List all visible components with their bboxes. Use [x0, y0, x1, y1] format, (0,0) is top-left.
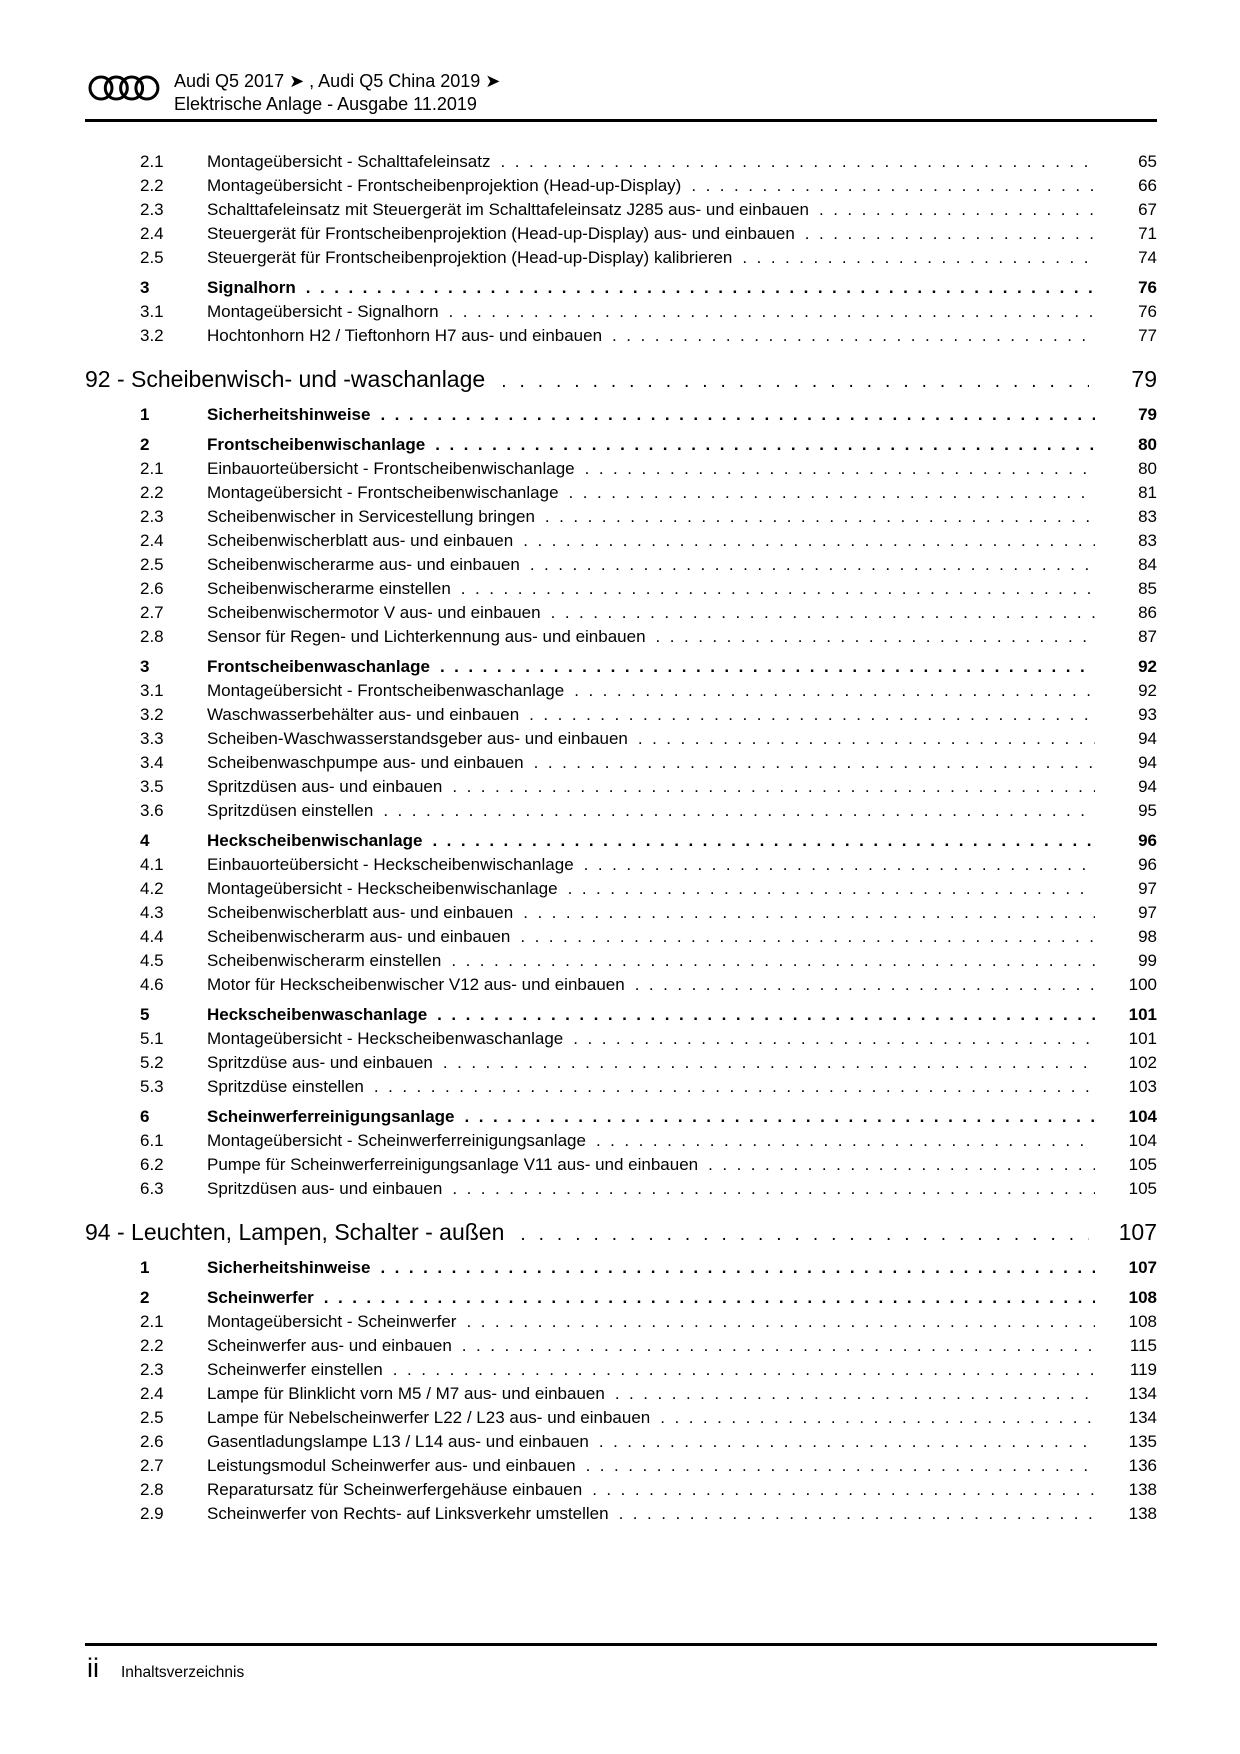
- toc-entry-number: 4.6: [140, 975, 164, 994]
- dot-leader: [422, 829, 1095, 853]
- toc-entry-row: [85, 1027, 1157, 1051]
- toc-entry-row: [85, 973, 1157, 997]
- toc-entry-title: Waschwasserbehälter aus- und einbauen: [207, 705, 520, 724]
- toc-entry-page: 83: [1138, 531, 1157, 550]
- toc-entry-number: 3: [140, 278, 150, 297]
- dot-leader: [582, 1478, 1095, 1502]
- dot-leader: [520, 553, 1095, 577]
- toc-entry-title: Scheibenwischer in Servicestellung bringen: [207, 507, 535, 526]
- dot-leader: [589, 1430, 1095, 1454]
- toc-entry-number: 2.5: [140, 1408, 164, 1427]
- dot-leader: [574, 853, 1095, 877]
- toc-chapter-page: 107: [1118, 1219, 1157, 1245]
- toc-entry-title: Scheinwerfer aus- und einbauen: [207, 1336, 452, 1355]
- toc-entry-title: Steuergerät für Frontscheibenprojektion (Head-up-Display) kalibrieren: [207, 248, 733, 267]
- toc-entry-number: 2.3: [140, 200, 164, 219]
- toc-entry-title: Spritzdüsen einstellen: [207, 801, 374, 820]
- toc-entry-title: Frontscheibenwaschanlage: [207, 657, 430, 676]
- toc-entry-page: 85: [1138, 579, 1157, 598]
- toc-entry-row: [85, 246, 1157, 270]
- toc-entry-row: [85, 1454, 1157, 1478]
- toc-entry-number: 2.9: [140, 1504, 164, 1523]
- toc-entry-number: 3.2: [140, 326, 164, 345]
- toc-entry-page: 83: [1138, 507, 1157, 526]
- dot-leader: [646, 625, 1095, 649]
- toc-entry-title: Pumpe für Scheinwerferreinigungsanlage V11 aus- und einbauen: [207, 1155, 699, 1174]
- toc-entry-page: 104: [1128, 1131, 1157, 1150]
- toc-entry-page: 71: [1138, 224, 1157, 243]
- toc-entry-row: [85, 1430, 1157, 1454]
- toc-chapter-row: [85, 1217, 1157, 1250]
- toc-entry-number: 2.6: [140, 1432, 164, 1451]
- toc-entry-row: [85, 222, 1157, 246]
- toc-entry-number: 2.7: [140, 603, 164, 622]
- toc-entry-row: [85, 529, 1157, 553]
- toc-entry-page: 84: [1138, 555, 1157, 574]
- dot-leader: [564, 679, 1095, 703]
- toc-entry-title: Scheibenwischerarm aus- und einbauen: [207, 927, 511, 946]
- toc-entry-row: [85, 799, 1157, 823]
- toc-entry-number: 3.2: [140, 705, 164, 724]
- dot-leader: [370, 403, 1095, 427]
- toc-entry-title: Scheinwerferreinigungsanlage: [207, 1107, 455, 1126]
- audi-rings-logo: [88, 74, 160, 102]
- toc-entry-page: 92: [1138, 681, 1157, 700]
- dot-leader: [452, 1334, 1095, 1358]
- toc-entry-row: [85, 433, 1157, 457]
- toc-entry-row: [85, 625, 1157, 649]
- toc-entry-row: [85, 1502, 1157, 1526]
- toc-entry-number: 2.4: [140, 1384, 164, 1403]
- toc-entry-page: 87: [1138, 627, 1157, 646]
- toc-entry-number: 6.1: [140, 1131, 164, 1150]
- toc-entry-number: 6.2: [140, 1155, 164, 1174]
- dot-leader: [609, 1502, 1095, 1526]
- toc-entry-title: Scheibenwischerblatt aus- und einbauen: [207, 903, 514, 922]
- toc-entry-title: Heckscheibenwischanlage: [207, 831, 423, 850]
- toc-entry-row: [85, 901, 1157, 925]
- dot-leader: [576, 1454, 1095, 1478]
- toc-entry-title: Sicherheitshinweise: [207, 405, 371, 424]
- toc-entry-number: 3.3: [140, 729, 164, 748]
- toc-entry-page: 136: [1128, 1456, 1157, 1475]
- dot-leader: [455, 1105, 1095, 1129]
- toc-entry-number: 3: [140, 657, 150, 676]
- dot-leader: [439, 300, 1095, 324]
- toc-entry-row: [85, 1075, 1157, 1099]
- toc-entry-page: 97: [1138, 879, 1157, 898]
- toc-entry-number: 2.3: [140, 1360, 164, 1379]
- toc-entry-number: 2.8: [140, 627, 164, 646]
- toc-entry-title: Heckscheibenwaschanlage: [207, 1005, 428, 1024]
- toc-entry-number: 4.4: [140, 927, 164, 946]
- toc-entry-row: [85, 1334, 1157, 1358]
- toc-entry-number: 2.4: [140, 531, 164, 550]
- toc-entry-title: Scheibenwischerarm einstellen: [207, 951, 442, 970]
- toc-entry-row: [85, 853, 1157, 877]
- dot-leader: [586, 1129, 1095, 1153]
- toc-entry-number: 2.6: [140, 579, 164, 598]
- toc-entry-number: 3.4: [140, 753, 164, 772]
- toc-entry-page: 101: [1128, 1005, 1157, 1024]
- toc-entry-title: Scheinwerfer: [207, 1288, 314, 1307]
- toc-entry-number: 4.2: [140, 879, 164, 898]
- toc-entry-number: 2.5: [140, 555, 164, 574]
- toc-entry-row: [85, 553, 1157, 577]
- toc-entry-page: 135: [1128, 1432, 1157, 1451]
- toc-entry-page: 134: [1128, 1408, 1157, 1427]
- toc-entry-row: [85, 703, 1157, 727]
- toc-chapter-title: 94 - Leuchten, Lampen, Schalter - außen: [85, 1219, 505, 1245]
- toc-entry-page: 81: [1138, 483, 1157, 502]
- toc-entry-row: [85, 1286, 1157, 1310]
- toc-entry-page: 104: [1128, 1107, 1157, 1126]
- toc-entry-page: 108: [1128, 1288, 1157, 1307]
- toc-entry-page: 65: [1138, 152, 1157, 171]
- page-header: [88, 70, 1157, 116]
- toc-entry-row: [85, 1256, 1157, 1280]
- toc-entry-number: 2.2: [140, 176, 164, 195]
- toc-entry-title: Scheinwerfer einstellen: [207, 1360, 383, 1379]
- toc-entry-row: [85, 829, 1157, 853]
- toc-entry-number: 2.1: [140, 1312, 164, 1331]
- toc-entry-title: Montageübersicht - Frontscheibenwischanlage: [207, 483, 559, 502]
- toc-entry-title: Motor für Heckscheibenwischer V12 aus- und einbauen: [207, 975, 625, 994]
- dot-leader: [425, 433, 1095, 457]
- toc-entry-page: 97: [1138, 903, 1157, 922]
- toc-entry-title: Einbauorteübersicht - Frontscheibenwischanlage: [207, 459, 575, 478]
- toc-entry-title: Scheibenwischerarme aus- und einbauen: [207, 555, 520, 574]
- dot-leader: [314, 1286, 1095, 1310]
- dot-leader: [491, 150, 1096, 174]
- dot-leader: [441, 949, 1095, 973]
- dot-leader: [442, 775, 1095, 799]
- dot-leader: [296, 276, 1095, 300]
- dot-leader: [456, 1310, 1095, 1334]
- toc-entry-number: 2: [140, 1288, 150, 1307]
- toc-entry-row: [85, 1358, 1157, 1382]
- toc-entry-row: [85, 300, 1157, 324]
- toc-entry-title: Sensor für Regen- und Lichterkennung aus- und einbauen: [207, 627, 646, 646]
- toc-entry-row: [85, 1406, 1157, 1430]
- toc-entry-number: 3.6: [140, 801, 164, 820]
- toc-entry-number: 6: [140, 1107, 150, 1126]
- toc-entry-row: [85, 1153, 1157, 1177]
- toc-entry-row: [85, 1129, 1157, 1153]
- toc-entry-row: [85, 877, 1157, 901]
- dot-leader: [383, 1358, 1095, 1382]
- toc-entry-page: 92: [1138, 657, 1157, 676]
- toc-entry-page: 119: [1129, 1360, 1157, 1379]
- toc-entry-page: 138: [1128, 1480, 1157, 1499]
- toc-entry-title: Montageübersicht - Frontscheibenwaschanlage: [207, 681, 565, 700]
- dot-leader: [650, 1406, 1095, 1430]
- toc-entry-title: Lampe für Nebelscheinwerfer L22 / L23 aus- und einbauen: [207, 1408, 651, 1427]
- toc-entry-row: [85, 949, 1157, 973]
- toc-entry-number: 2.5: [140, 248, 164, 267]
- dot-leader: [602, 324, 1095, 348]
- dot-leader: [559, 481, 1095, 505]
- toc-entry-row: [85, 751, 1157, 775]
- dot-leader: [795, 222, 1095, 246]
- toc-entry-number: 5.1: [140, 1029, 164, 1048]
- toc-entry-title: Scheiben-Waschwasserstandsgeber aus- und einbauen: [207, 729, 628, 748]
- table-of-contents: [85, 150, 1157, 1526]
- dot-leader: [558, 877, 1095, 901]
- toc-entry-row: [85, 276, 1157, 300]
- toc-entry-title: Scheinwerfer von Rechts- auf Linksverkehr umstellen: [207, 1504, 609, 1523]
- toc-entry-title: Spritzdüsen aus- und einbauen: [207, 777, 443, 796]
- toc-entry-title: Gasentladungslampe L13 / L14 aus- und einbauen: [207, 1432, 589, 1451]
- dot-leader: [732, 246, 1095, 270]
- toc-entry-number: 1: [140, 1258, 150, 1277]
- toc-entry-title: Lampe für Blinklicht vorn M5 / M7 aus- und einbauen: [207, 1384, 605, 1403]
- dot-leader: [535, 505, 1095, 529]
- dot-leader: [513, 901, 1095, 925]
- toc-entry-row: [85, 727, 1157, 751]
- header-edition-line: Elektrische Anlage - Ausgabe 11.2019: [174, 94, 477, 114]
- header-text: [174, 70, 500, 116]
- toc-entry-number: 5.3: [140, 1077, 164, 1096]
- dot-leader: [541, 601, 1095, 625]
- toc-entry-title: Scheibenwischerblatt aus- und einbauen: [207, 531, 514, 550]
- toc-entry-page: 138: [1128, 1504, 1157, 1523]
- toc-entry-number: 4: [140, 831, 150, 850]
- toc-entry-number: 5: [140, 1005, 150, 1024]
- toc-entry-row: [85, 1003, 1157, 1027]
- toc-entry-number: 2.3: [140, 507, 164, 526]
- toc-entry-number: 2.8: [140, 1480, 164, 1499]
- toc-entry-page: 76: [1138, 302, 1157, 321]
- toc-entry-page: 77: [1138, 326, 1157, 345]
- toc-entry-title: Scheibenwischerarme einstellen: [207, 579, 451, 598]
- dot-leader: [681, 174, 1095, 198]
- toc-entry-number: 3.1: [140, 302, 164, 321]
- toc-entry-number: 2: [140, 435, 150, 454]
- toc-entry-title: Spritzdüse aus- und einbauen: [207, 1053, 433, 1072]
- toc-entry-page: 115: [1129, 1336, 1157, 1355]
- toc-entry-page: 80: [1138, 459, 1157, 478]
- toc-entry-row: [85, 1177, 1157, 1201]
- toc-entry-row: [85, 601, 1157, 625]
- dot-leader: [575, 457, 1095, 481]
- dot-leader: [370, 1256, 1095, 1280]
- dot-leader: [605, 1382, 1095, 1406]
- footer-page-number: ii: [87, 1653, 99, 1683]
- toc-entry-page: 96: [1138, 855, 1157, 874]
- toc-entry-page: 100: [1128, 975, 1157, 994]
- toc-entry-title: Reparatursatz für Scheinwerfergehäuse einbauen: [207, 1480, 583, 1499]
- dot-leader: [364, 1075, 1095, 1099]
- toc-entry-page: 102: [1128, 1053, 1157, 1072]
- toc-entry-number: 2.4: [140, 224, 164, 243]
- dot-leader: [510, 925, 1095, 949]
- toc-entry-page: 94: [1138, 753, 1157, 772]
- toc-entry-title: Spritzdüsen aus- und einbauen: [207, 1179, 443, 1198]
- toc-entry-number: 2.7: [140, 1456, 164, 1475]
- toc-entry-title: Montageübersicht - Scheinwerfer: [207, 1312, 457, 1331]
- toc-entry-page: 95: [1138, 801, 1157, 820]
- toc-entry-number: 6.3: [140, 1179, 164, 1198]
- toc-entry-number: 4.1: [140, 855, 164, 874]
- toc-entry-number: 2.1: [140, 459, 164, 478]
- toc-entry-title: Montageübersicht - Schalttafeleinsatz: [207, 152, 491, 171]
- page-footer: [85, 1643, 1157, 1683]
- toc-entry-row: [85, 505, 1157, 529]
- toc-entry-number: 3.5: [140, 777, 164, 796]
- dot-leader: [698, 1153, 1095, 1177]
- dot-leader: [433, 1051, 1095, 1075]
- toc-entry-row: [85, 655, 1157, 679]
- toc-entry-row: [85, 324, 1157, 348]
- toc-entry-row: [85, 150, 1157, 174]
- toc-entry-page: 108: [1128, 1312, 1157, 1331]
- footer-section-label: Inhaltsverzeichnis: [121, 1664, 245, 1681]
- toc-entry-number: 4.5: [140, 951, 164, 970]
- dot-leader: [524, 751, 1095, 775]
- toc-chapter-row: [85, 364, 1157, 397]
- toc-entry-page: 103: [1128, 1077, 1157, 1096]
- toc-entry-page: 94: [1138, 729, 1157, 748]
- toc-entry-page: 105: [1128, 1155, 1157, 1174]
- dot-leader: [563, 1027, 1095, 1051]
- dot-leader: [519, 703, 1095, 727]
- toc-entry-title: Frontscheibenwischanlage: [207, 435, 426, 454]
- dot-leader: [628, 727, 1095, 751]
- toc-entry-page: 93: [1138, 705, 1157, 724]
- toc-entry-page: 99: [1138, 951, 1157, 970]
- toc-entry-row: [85, 1105, 1157, 1129]
- toc-entry-number: 2.1: [140, 152, 164, 171]
- toc-entry-row: [85, 198, 1157, 222]
- toc-entry-row: [85, 925, 1157, 949]
- toc-entry-page: 98: [1138, 927, 1157, 946]
- toc-entry-row: [85, 577, 1157, 601]
- toc-entry-title: Einbauorteübersicht - Heckscheibenwischanlage: [207, 855, 574, 874]
- toc-entry-row: [85, 1478, 1157, 1502]
- toc-entry-title: Spritzdüse einstellen: [207, 1077, 364, 1096]
- toc-entry-page: 74: [1138, 248, 1157, 267]
- toc-entry-page: 96: [1138, 831, 1157, 850]
- toc-entry-page: 94: [1138, 777, 1157, 796]
- toc-entry-page: 107: [1128, 1258, 1157, 1277]
- toc-entry-page: 80: [1138, 435, 1157, 454]
- toc-entry-page: 76: [1138, 278, 1157, 297]
- toc-chapter-title: 92 - Scheibenwisch- und -waschanlage: [85, 366, 486, 392]
- toc-entry-row: [85, 1051, 1157, 1075]
- toc-entry-title: Montageübersicht - Frontscheibenprojektion (Head-up-Display): [207, 176, 682, 195]
- toc-entry-title: Leistungsmodul Scheinwerfer aus- und einbauen: [207, 1456, 576, 1475]
- toc-entry-title: Sicherheitshinweise: [207, 1258, 371, 1277]
- dot-leader: [373, 799, 1095, 823]
- toc-entry-number: 3.1: [140, 681, 164, 700]
- toc-entry-title: Montageübersicht - Signalhorn: [207, 302, 439, 321]
- toc-entry-row: [85, 174, 1157, 198]
- footer-content: [85, 1653, 1157, 1683]
- toc-entry-number: 5.2: [140, 1053, 164, 1072]
- toc-entry-title: Schalttafeleinsatz mit Steuergerät im Schalttafeleinsatz J285 aus- und einbauen: [207, 200, 809, 219]
- header-model-line: Audi Q5 2017 ➤ , Audi Q5 China 2019 ➤: [174, 71, 501, 91]
- toc-entry-title: Montageübersicht - Heckscheibenwischanlage: [207, 879, 558, 898]
- toc-entry-title: Scheibenwischermotor V aus- und einbauen: [207, 603, 541, 622]
- toc-entry-row: [85, 481, 1157, 505]
- toc-entry-page: 86: [1138, 603, 1157, 622]
- toc-entry-title: Hochtonhorn H2 / Tieftonhorn H7 aus- und einbauen: [207, 326, 603, 345]
- toc-entry-title: Signalhorn: [207, 278, 296, 297]
- toc-entry-row: [85, 1310, 1157, 1334]
- toc-entry-row: [85, 457, 1157, 481]
- dot-leader: [430, 655, 1095, 679]
- toc-chapter-page: 79: [1131, 366, 1157, 392]
- toc-entry-page: 79: [1138, 405, 1157, 424]
- dot-leader: [442, 1177, 1095, 1201]
- dot-leader: [513, 529, 1095, 553]
- toc-entry-page: 105: [1128, 1179, 1157, 1198]
- toc-entry-title: Montageübersicht - Scheinwerferreinigungsanlage: [207, 1131, 586, 1150]
- toc-entry-title: Scheibenwaschpumpe aus- und einbauen: [207, 753, 524, 772]
- toc-entry-row: [85, 1382, 1157, 1406]
- dot-leader: [625, 973, 1095, 997]
- dot-leader: [427, 1003, 1095, 1027]
- dot-leader: [809, 198, 1095, 222]
- toc-entry-title: Montageübersicht - Heckscheibenwaschanlage: [207, 1029, 564, 1048]
- toc-entry-title: Steuergerät für Frontscheibenprojektion (Head-up-Display) aus- und einbauen: [207, 224, 795, 243]
- toc-entry-number: 4.3: [140, 903, 164, 922]
- dot-leader: [451, 577, 1095, 601]
- toc-entry-number: 2.2: [140, 1336, 164, 1355]
- toc-entry-row: [85, 403, 1157, 427]
- toc-entry-page: 134: [1128, 1384, 1157, 1403]
- toc-entry-page: 66: [1138, 176, 1157, 195]
- dot-leader: [504, 1217, 1089, 1250]
- toc-entry-page: 101: [1128, 1029, 1157, 1048]
- toc-entry-number: 2.2: [140, 483, 164, 502]
- toc-entry-row: [85, 679, 1157, 703]
- toc-entry-page: 67: [1138, 200, 1157, 219]
- header-divider: [85, 119, 1157, 122]
- toc-entry-row: [85, 775, 1157, 799]
- dot-leader: [485, 364, 1089, 397]
- toc-entry-number: 1: [140, 405, 150, 424]
